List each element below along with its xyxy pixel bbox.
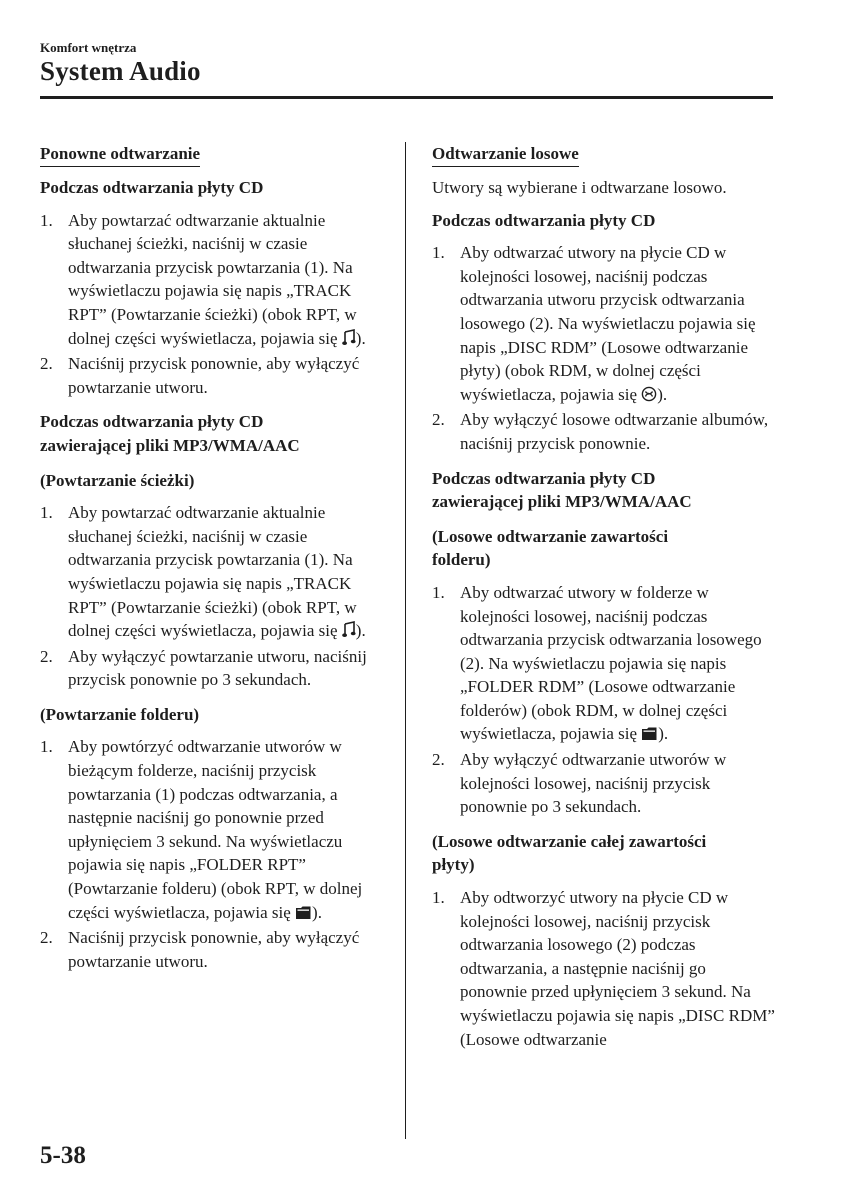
left-column xyxy=(40,142,370,973)
random-intro: Utwory są wybierane i odtwarzane losowo. xyxy=(432,178,727,197)
music-note-icon xyxy=(342,621,356,645)
folder-repeat-heading: (Powtarzanie folderu) xyxy=(40,704,200,724)
folder-repeat-list xyxy=(40,735,370,973)
list-item: 2. Aby wyłączyć odtwarzanie utworów w kolejności losowej, naciśnij przycisk ponownie po 3 sekundach. xyxy=(432,750,727,817)
mp3-subheading: Podczas odtwarzania płyty CD zawierającej pliki MP3/WMA/AAC xyxy=(432,468,692,512)
page-number: 5-38 xyxy=(40,1142,86,1169)
page-title: System Audio xyxy=(40,56,201,86)
music-note-icon xyxy=(342,329,356,353)
folder-icon xyxy=(641,724,658,748)
list-item: 1. Aby odtworzyć utwory na płycie CD w kolejności losowej, naciśnij przycisk odtwarzania losowego (2) podczas odtwarzania, a następnie naciśnij go ponownie przed upłynięciem 3 sekund. Na wyświetlaczu pojawia się napis „DISC RDM” (Losowe odtwarzanie xyxy=(432,888,775,1049)
disc-random-heading: (Losowe odtwarzanie całej zawartości płyty) xyxy=(432,831,707,875)
cd-repeat-list xyxy=(40,209,370,400)
track-repeat-heading: (Powtarzanie ścieżki) xyxy=(40,470,195,490)
random-heading: Odtwarzanie losowe xyxy=(432,143,579,167)
folder-random-list xyxy=(432,581,777,819)
list-item: 1. Aby powtórzyć odtwarzanie utworów w bieżącym folderze, naciśnij przycisk powtarzania (1) podczas odtwarzania, a następnie naciśnij go ponownie przed upłynięciem 3 sekund. Na wyświetlaczu pojawia się napis „FOLDER RPT” (Powtarzanie folderu) (obok RPT, w dolnej części wyświetlacza, pojawia się ). xyxy=(40,735,370,926)
cd-random-list xyxy=(432,241,777,455)
list-item: 1. Aby odtwarzać utwory na płycie CD w kolejności losowej, naciśnij podczas odtwarzania utworu przycisk odtwarzania losowego (2). Na wyświetlaczu pojawia się napis „DISC RDM” (Losowe odtwarzanie płyty) (obok RDM, w dolnej części wyświetlacza, pojawia się ). xyxy=(432,241,777,408)
list-item: 2. Naciśnij przycisk ponownie, aby wyłączyć powtarzanie utworu. xyxy=(40,928,360,971)
track-repeat-list xyxy=(40,501,370,692)
folder-icon xyxy=(295,903,312,927)
repeat-heading: Ponowne odtwarzanie xyxy=(40,143,200,167)
list-item: 2. Aby wyłączyć losowe odtwarzanie albumów, naciśnij przycisk ponownie. xyxy=(432,410,769,453)
list-item: 1. Aby powtarzać odtwarzanie aktualnie słuchanej ścieżki, naciśnij w czasie odtwarzania przycisk powtarzania (1). Na wyświetlaczu pojawia się napis „TRACK RPT” (Powtarzanie ścieżki) (obok RPT, w dolnej części wyświetlacza, pojawia się ). xyxy=(40,209,370,353)
cd-subheading: Podczas odtwarzania płyty CD xyxy=(432,210,656,230)
list-item: 2. Naciśnij przycisk ponownie, aby wyłączyć powtarzanie utworu. xyxy=(40,354,360,397)
disc-random-list xyxy=(432,886,777,1051)
list-item: 1. Aby odtwarzać utwory w folderze w kolejności losowej, naciśnij podczas odtwarzania przycisk odtwarzania losowego (2). Na wyświetlaczu pojawia się napis „FOLDER RDM” (Losowe odtwarzanie folderów) (obok RDM, w dolnej części wyświetlacza, pojawia się ). xyxy=(432,581,777,748)
list-item: 2. Aby wyłączyć powtarzanie utworu, naciśnij przycisk ponownie po 3 sekundach. xyxy=(40,646,367,690)
cd-subheading: Podczas odtwarzania płyty CD xyxy=(40,178,264,197)
list-item: 1. Aby powtarzać odtwarzanie aktualnie słuchanej ścieżki, naciśnij w czasie odtwarzania przycisk powtarzania (1). Na wyświetlaczu pojawia się napis „TRACK RPT” (Powtarzanie ścieżki) (obok RPT, w dolnej części wyświetlacza, pojawia się ). xyxy=(40,501,370,645)
right-column xyxy=(432,142,777,1051)
folder-random-heading: (Losowe odtwarzanie zawartości folderu) xyxy=(432,526,669,570)
mp3-subheading: Podczas odtwarzania płyty CD zawierającej pliki MP3/WMA/AAC xyxy=(40,412,300,455)
section-label: Komfort wnętrza xyxy=(40,40,137,55)
header-rule xyxy=(40,96,773,99)
column-divider xyxy=(405,142,406,1139)
random-disc-icon xyxy=(641,385,657,409)
